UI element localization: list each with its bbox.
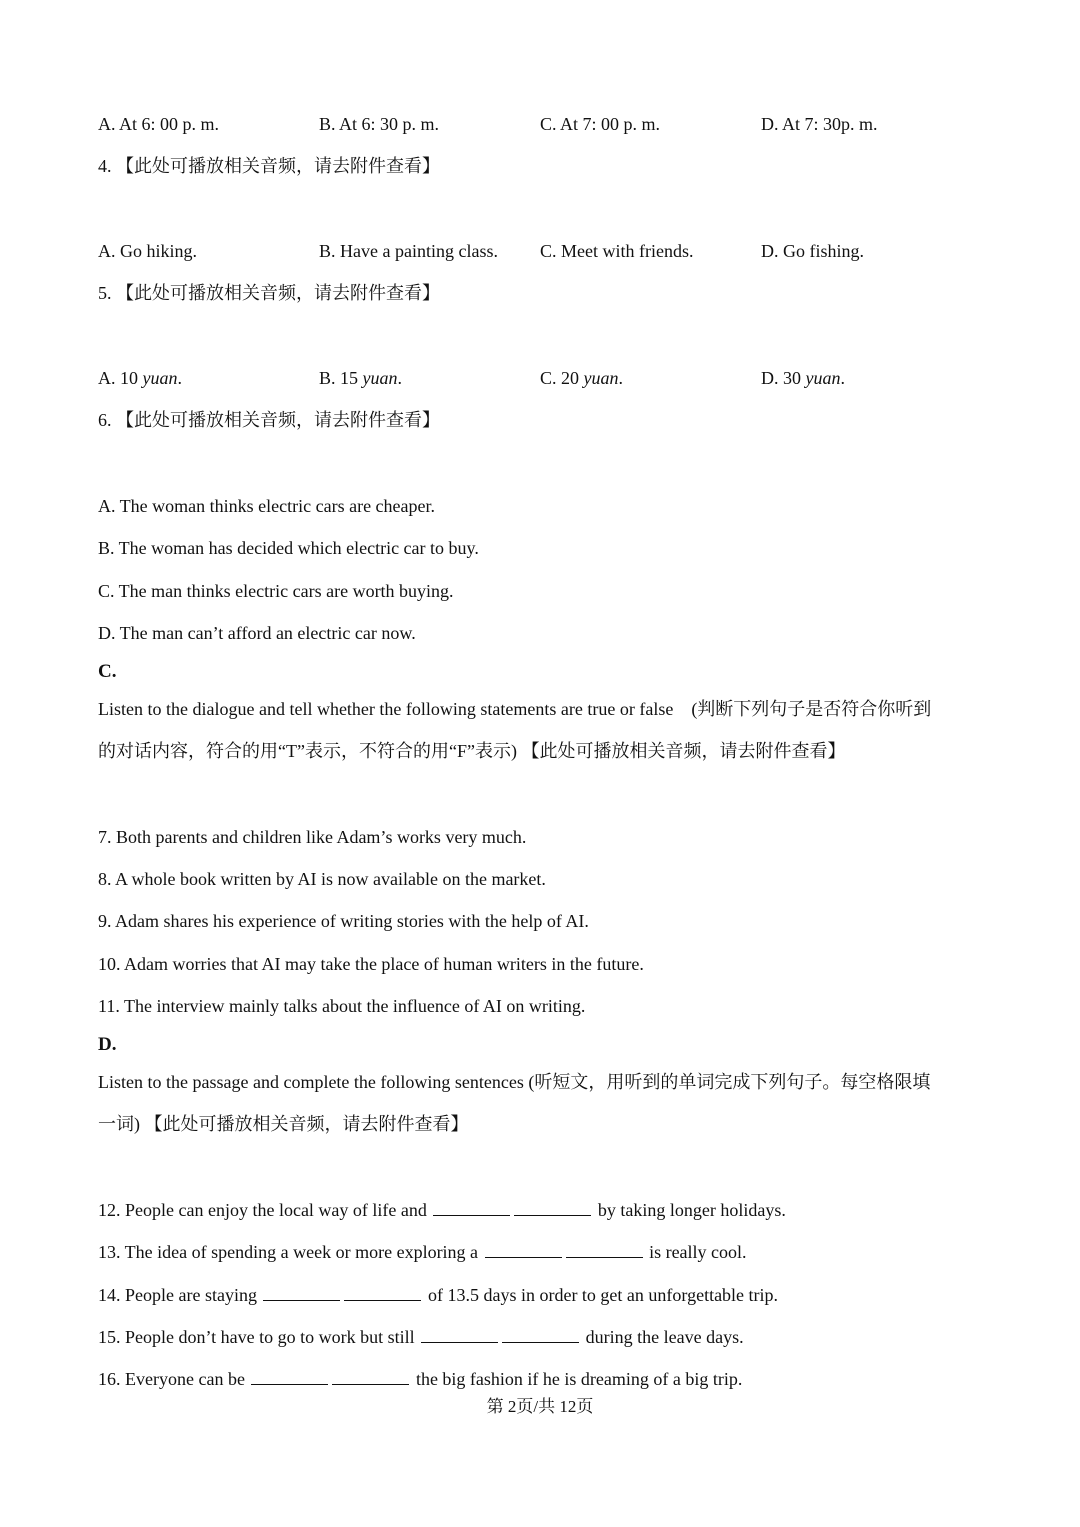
blank[interactable] (421, 1326, 498, 1343)
q6-option-d: D. The man can’t afford an electric car now. (98, 623, 416, 643)
blank[interactable] (263, 1284, 340, 1301)
statement-7: 7. Both parents and children like Adam’s works very much. (98, 827, 527, 847)
q5-prompt[interactable]: 5. 【此处可播放相关音频，请去附件查看】 (98, 283, 440, 303)
blank[interactable] (502, 1326, 579, 1343)
section-c-instruction-2[interactable]: 的对话内容，符合的用“T”表示，不符合的用“F”表示) 【此处可播放相关音频，请去附件查看】 (98, 741, 846, 761)
section-d-instruction-2[interactable]: 一词) 【此处可播放相关音频，请去附件查看】 (98, 1114, 469, 1134)
q5-option-a: A. 10 yuan. (98, 368, 182, 388)
blank[interactable] (251, 1368, 328, 1385)
q3-option-d: D. At 7: 30p. m. (761, 114, 878, 134)
q6-option-b: B. The woman has decided which electric car to buy. (98, 538, 479, 558)
blank[interactable] (344, 1284, 421, 1301)
blank[interactable] (332, 1368, 409, 1385)
blank[interactable] (433, 1199, 510, 1216)
q6-option-a: A. The woman thinks electric cars are cheaper. (98, 496, 436, 516)
blank[interactable] (566, 1241, 643, 1258)
sentence-15: 15. People don’t have to go to work but still during the leave days. (98, 1327, 744, 1347)
blank[interactable] (514, 1199, 591, 1216)
q4-option-c: C. Meet with friends. (540, 241, 694, 261)
q6-option-c: C. The man thinks electric cars are worth buying. (98, 581, 454, 601)
q3-option-a: A. At 6: 00 p. m. (98, 114, 220, 134)
q4-option-d: D. Go fishing. (761, 241, 864, 261)
q4-prompt[interactable]: 4. 【此处可播放相关音频，请去附件查看】 (98, 156, 440, 176)
statement-8: 8. A whole book written by AI is now available on the market. (98, 869, 546, 889)
q4-option-b: B. Have a painting class. (319, 241, 498, 261)
statement-9: 9. Adam shares his experience of writing stories with the help of AI. (98, 911, 589, 931)
q5-option-b: B. 15 yuan. (319, 368, 403, 388)
blank[interactable] (485, 1241, 562, 1258)
section-c-instruction-1: Listen to the dialogue and tell whether the following statements are true or false (判断下列句子是否符合你听到 (98, 699, 932, 719)
q5-option-c: C. 20 yuan. (540, 368, 624, 388)
q5-unit: yuan (583, 368, 619, 388)
q5-option-d: D. 30 yuan. (761, 368, 845, 388)
sentence-13: 13. The idea of spending a week or more exploring a is really cool. (98, 1242, 747, 1262)
q5-unit: yuan (362, 368, 398, 388)
sentence-12: 12. People can enjoy the local way of life and by taking longer holidays. (98, 1200, 786, 1220)
q5-unit: yuan (142, 368, 178, 388)
section-c-heading: C. (98, 661, 117, 682)
sentence-16: 16. Everyone can be the big fashion if he is dreaming of a big trip. (98, 1369, 743, 1389)
sentence-14: 14. People are staying of 13.5 days in order to get an unforgettable trip. (98, 1285, 779, 1305)
statement-11: 11. The interview mainly talks about the influence of AI on writing. (98, 996, 586, 1016)
q6-prompt[interactable]: 6. 【此处可播放相关音频，请去附件查看】 (98, 410, 440, 430)
q3-option-b: B. At 6: 30 p. m. (319, 114, 440, 134)
section-d-heading: D. (98, 1034, 117, 1055)
page-footer: 第 2页/共 12页 (486, 1397, 594, 1416)
q3-option-c: C. At 7: 00 p. m. (540, 114, 661, 134)
q4-option-a: A. Go hiking. (98, 241, 197, 261)
statement-10: 10. Adam worries that AI may take the place of human writers in the future. (98, 954, 644, 974)
q5-unit: yuan (805, 368, 841, 388)
section-d-instruction-1: Listen to the passage and complete the following sentences (听短文，用听到的单词完成下列句子。每空格限填 (98, 1072, 931, 1092)
